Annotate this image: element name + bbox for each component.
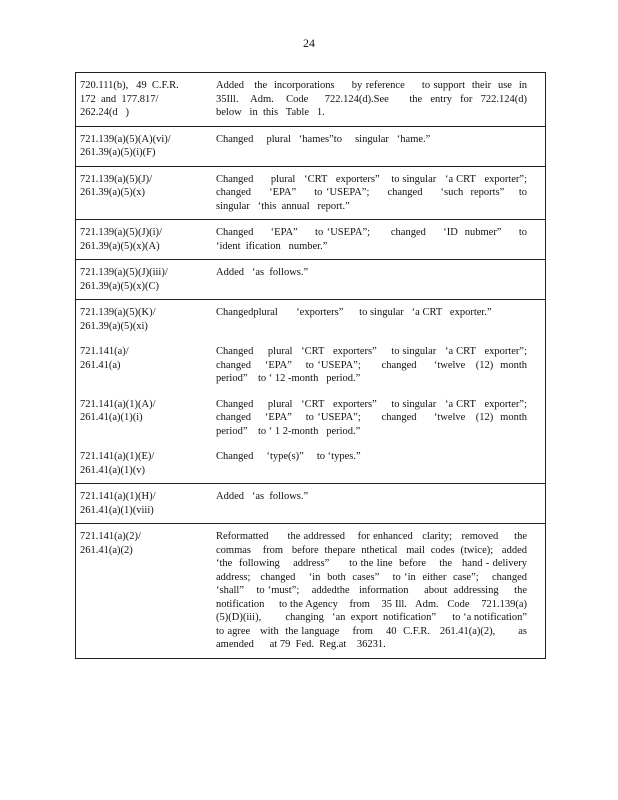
table-row: [76, 444, 546, 484]
change-description: Added the incorporations by reference to support their use in 35Ill. Adm. Code 722.124(d).See the entry for 722.124(d) below in this Table 1.: [216, 80, 538, 118]
section-reference-cell: [76, 392, 205, 445]
section-reference-line: 261.39(a)(5)(x)(C): [80, 280, 160, 292]
section-reference-line: 261.41(a): [80, 359, 121, 371]
change-description-cell: [204, 260, 546, 300]
change-description-cell: [204, 126, 546, 166]
section-reference-cell: [76, 220, 205, 260]
page-number: 24: [303, 36, 315, 50]
table-row: [76, 73, 546, 127]
section-reference-line: 721.141(a)(1)(E)/: [80, 451, 155, 462]
table-row: [76, 339, 546, 392]
changes-table: [75, 72, 546, 659]
section-reference-line: 261.39(a)(5)(x): [80, 187, 146, 198]
change-description: Added ‘as follows.”: [216, 267, 309, 278]
section-reference-line: 262.24(d ): [80, 107, 129, 118]
change-description-cell: [204, 484, 546, 524]
section-reference-cell: [76, 260, 205, 300]
table-row: [76, 300, 546, 340]
section-reference-line: 261.41(a)(1)(i): [80, 412, 143, 423]
change-description: Changed ‘type(s)” to ‘types.”: [216, 451, 361, 462]
table-row: [76, 392, 546, 445]
section-reference-cell: [76, 339, 205, 392]
change-description-cell: [204, 300, 546, 340]
section-reference-line: 261.41(a)(1)(v): [80, 464, 146, 476]
section-reference-cell: [76, 126, 205, 166]
section-reference-cell: [76, 166, 205, 220]
change-description-cell: [204, 73, 546, 127]
section-reference-line: 172 and 177.817/: [80, 93, 159, 105]
section-reference-line: 261.41(a)(1)(viii): [80, 504, 154, 516]
section-reference-line: 721.139(a)(5)(J)(iii)/: [80, 267, 168, 278]
section-reference-cell: [76, 484, 205, 524]
section-reference-line: 721.139(a)(5)(J)(i)/: [80, 227, 162, 238]
change-description-cell: [204, 339, 546, 392]
section-reference-line: 721.141(a)(2)/: [80, 531, 141, 542]
section-reference-cell: [76, 524, 205, 659]
change-description: Added ‘as follows.”: [216, 491, 309, 502]
section-reference-line: 721.141(a)/: [80, 346, 129, 357]
section-reference-line: 721.141(a)(1)(A)/: [80, 398, 156, 410]
table-row: [76, 126, 546, 166]
change-description: Reformatted the addressed for enhanced clarity; removed the commas from before thepare nthetical mail codes (twice); added ‘the following address” to the line before the hand - delivery address; changed ‘in both cases” to ‘in either case”; changed ‘shall” to ‘must”; addedthe information about addressing the notification to the Agency from 35 Ill. Adm. Code 721.139(a)(5)(D)(iii), changing ‘an export notification” to ‘a notification” to agree with the language from 40 C.F.R. 261.41(a)(2), as amended at 79 Fed. Reg.at 36231.: [216, 531, 543, 650]
change-description-cell: [204, 392, 546, 445]
table-row: [76, 484, 546, 524]
change-description: Changed plural ‘hames”to singular ‘hame.”: [216, 133, 431, 145]
change-description-cell: [204, 166, 546, 220]
section-reference-line: 721.139(a)(5)(K)/: [80, 307, 156, 318]
section-reference-line: 261.39(a)(5)(xi): [80, 320, 148, 332]
section-reference-cell: [76, 444, 205, 484]
section-reference-line: 721.141(a)(1)(H)/: [80, 491, 156, 502]
change-description: Changed plural ‘CRT exporters” to singular ‘a CRT exporter”; changed ‘EPA” to ‘USEPA”; changed ‘such reports” to singular ‘this annual report.”: [216, 173, 535, 212]
section-reference-line: 721.139(a)(5)(A)(vi)/: [80, 133, 171, 145]
section-reference-line: 261.41(a)(2): [80, 544, 133, 556]
change-description-cell: [204, 444, 546, 484]
section-reference-cell: [76, 300, 205, 340]
section-reference-cell: [76, 73, 205, 127]
change-description-cell: [204, 524, 546, 659]
change-description: Changed ‘EPA” to ‘USEPA”; changed ‘ID nubmer” to ‘ident ification number.”: [216, 227, 535, 252]
change-description: Changed plural ‘CRT exporters” to singular ‘a CRT exporter”; changed ‘EPA” to ‘USEPA”; changed ‘twelve (12) month period” to ‘ 12 -month period.”: [216, 346, 535, 384]
table-row: [76, 220, 546, 260]
table-row: [76, 260, 546, 300]
table-row: [76, 524, 546, 659]
change-description-cell: [204, 220, 546, 260]
section-reference-line: 721.139(a)(5)(J)/: [80, 173, 153, 185]
section-reference-line: 720.111(b), 49 C.F.R.: [80, 80, 179, 91]
section-reference-line: 261.39(a)(5)(x)(A): [80, 240, 160, 252]
change-description: Changedplural ‘exporters” to singular ‘a CRT exporter.”: [216, 307, 492, 318]
section-reference-line: 261.39(a)(5)(i)(F): [80, 147, 156, 158]
table-row: [76, 166, 546, 220]
change-description: Changed plural ‘CRT exporters” to singular ‘a CRT exporter”; changed ‘EPA” to ‘USEPA”; changed ‘twelve (12) month period” to ‘ 1 2-month period.”: [216, 398, 535, 437]
